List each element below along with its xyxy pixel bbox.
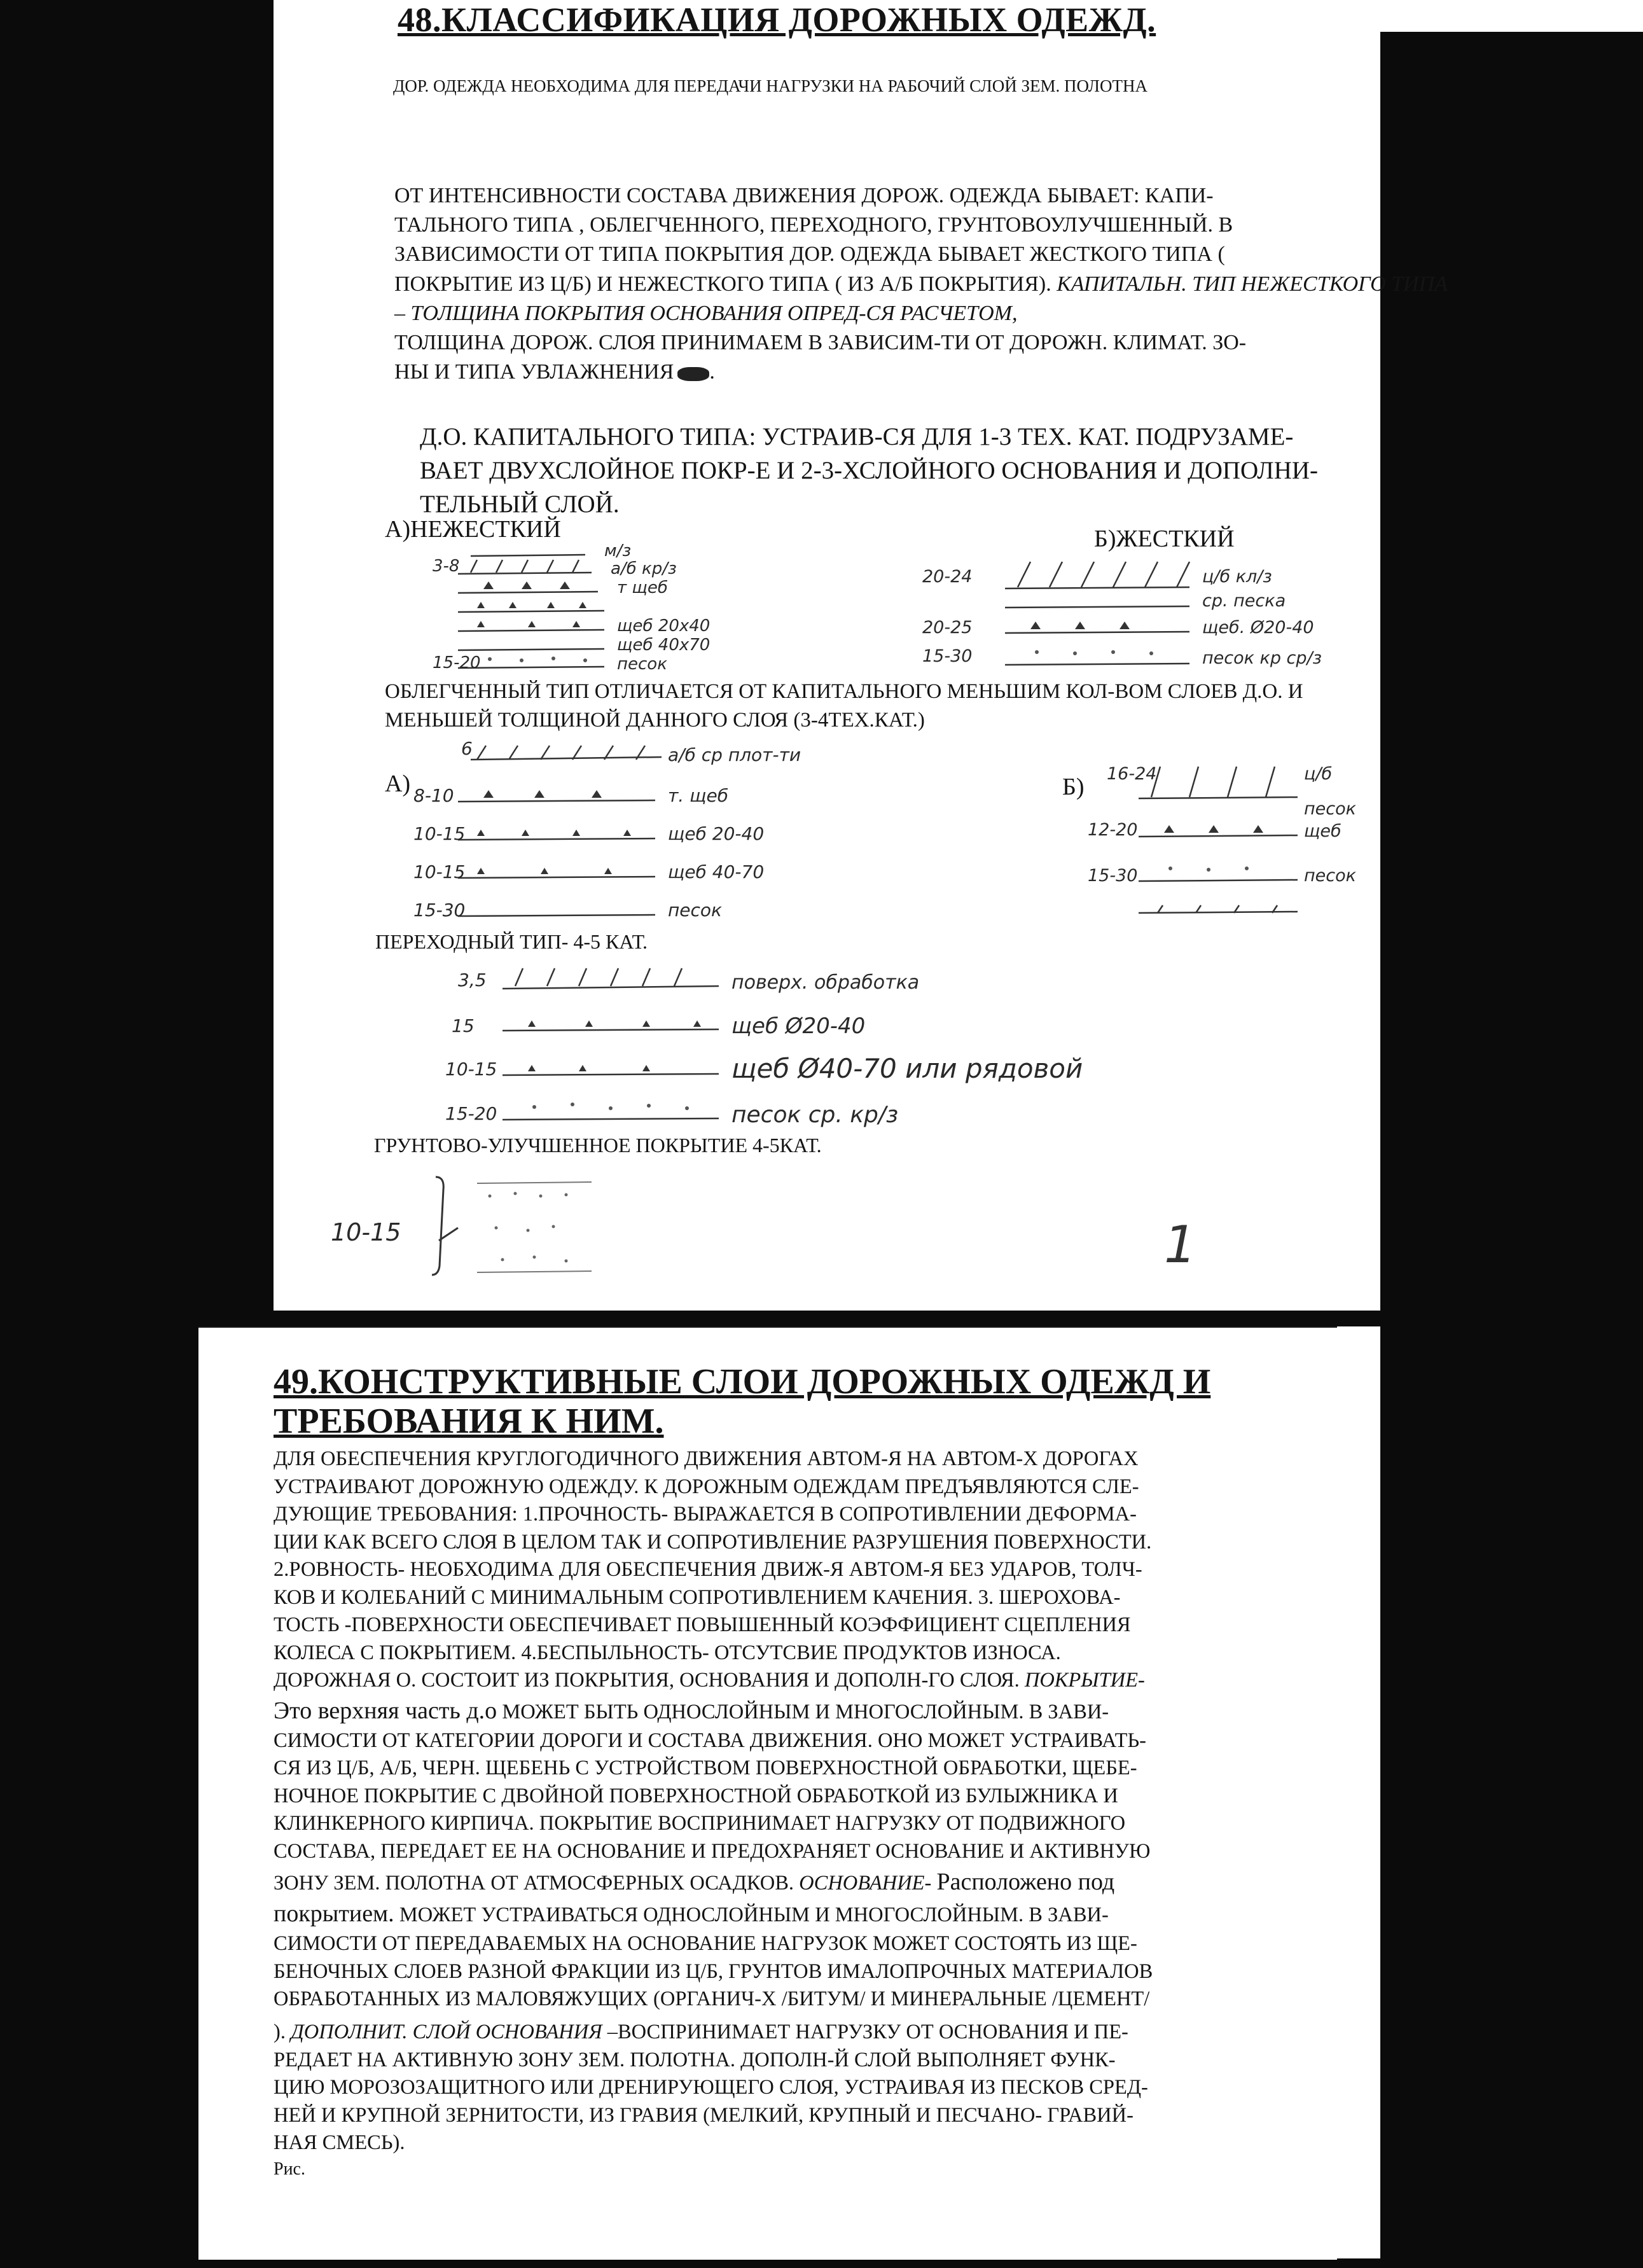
diagram-capital-flexible <box>433 541 827 674</box>
hw-label: щеб 40-70 <box>668 861 765 882</box>
hw-label: 10-15 <box>413 823 466 844</box>
scan-border-bottom <box>0 2258 1643 2268</box>
text-line: МОЖЕТ УСТРАИВАТЬСЯ ОДНОСЛОЙНЫМ И МНОГОСЛОЙНЫМ. В ЗАВИ- <box>399 1903 1109 1927</box>
section-48-title: 48.КЛАССИФИКАЦИЯ ДОРОЖНЫХ ОДЕЖД. <box>398 1 1156 39</box>
text-line: СОСТАВА, ПЕРЕДАЕТ ЕЕ НА ОСНОВАНИЕ И ПРЕДОХРАНЯЕТ ОСНОВАНИЕ И АКТИВНУЮ <box>274 1840 1151 1863</box>
hw-label: 12-20 <box>1088 820 1138 840</box>
label-rigid: Б)ЖЕСТКИЙ <box>1094 525 1235 552</box>
text-line: ВАЕТ ДВУХСЛОЙНОЕ ПОКР-Е И 2-3-ХСЛОЙНОГО ОСНОВАНИЯ И ДОПОЛНИ- <box>420 457 1319 485</box>
section-49-title: 49.КОНСТРУКТИВНЫЕ СЛОИ ДОРОЖНЫХ ОДЕЖД И ТРЕБОВАНИЯ К НИМ. <box>274 1362 1211 1441</box>
text-line: КОЛЕСА С ПОКРЫТИЕМ. 4.БЕСПЫЛЬНОСТЬ- ОТСУТСВИЕ ПРОДУКТОВ ИЗНОСА. <box>274 1641 1061 1664</box>
page-number: 1 <box>1164 1215 1196 1274</box>
italic-term: КАПИТАЛЬН. ТИП НЕЖЕСТКОГО ТИПА <box>1057 272 1448 296</box>
hw-label: щеб <box>1304 821 1341 841</box>
large-text: покрытием. <box>274 1900 394 1928</box>
hw-label: песок <box>617 655 667 674</box>
hw-label: песок <box>668 900 722 921</box>
hw-label: т. щеб <box>668 785 728 806</box>
text-line: Д.О. КАПИТАЛЬНОГО ТИПА: УСТРАИВ-СЯ ДЛЯ 1-3 ТЕХ. КАТ. ПОДРУЗАМЕ- <box>420 423 1294 450</box>
scan-border-right <box>1380 32 1643 2268</box>
hw-label: песок <box>1304 799 1356 819</box>
text-line: НЫ И ТИПА УВЛАЖНЕНИЯ <box>394 360 674 384</box>
hw-label: ср. песка <box>1202 591 1286 611</box>
hw-label: 15-30 <box>413 900 466 921</box>
text-line: УСТРАИВАЮТ ДОРОЖНУЮ ОДЕЖДУ. К ДОРОЖНЫМ ОДЕЖДАМ ПРЕДЪЯВЛЯЮТСЯ СЛЕ- <box>274 1475 1139 1498</box>
diagram-ground-improved <box>312 1171 642 1279</box>
text-line: ЦИИ КАК ВСЕГО СЛОЯ В ЦЕЛОМ ТАК И СОПРОТИВЛЕНИЕ РАЗРУШЕНИЯ ПОВЕРХНОСТИ. <box>274 1530 1152 1554</box>
italic-term: ОСНОВАНИЕ- <box>799 1871 932 1895</box>
text-line: ТАЛЬНОГО ТИПА , ОБЛЕГЧЕННОГО, ПЕРЕХОДНОГО, ГРУНТОВОУЛУЧШЕННЫЙ. В <box>394 213 1233 237</box>
sheet-section-48 <box>274 0 1448 1311</box>
text-line: ТЕЛЬНЫЙ СЛОЙ. <box>420 490 620 518</box>
text-line: ОБРАБОТАННЫХ ИЗ МАЛОВЯЖУЩИХ (ОРГАНИЧ-Х /БИТУМ/ И МИНЕРАЛЬНЫЕ /ЦЕМЕНТ/ <box>274 1987 1150 2011</box>
hw-label: песок <box>1304 866 1356 886</box>
diagram-light-b <box>1088 754 1368 926</box>
text-line: ПОКРЫТИЕ ИЗ Ц/Б) И НЕЖЕСТКОГО ТИПА ( ИЗ А/Б ПОКРЫТИЯ). <box>394 272 1051 296</box>
text-line: – ТОЛЩИНА ПОКРЫТИЯ ОСНОВАНИЯ ОПРЕД-СЯ РАСЧЕТОМ, <box>394 301 1018 325</box>
label-ground-improved: ГРУНТОВО-УЛУЧШЕННОЕ ПОКРЫТИЕ 4-5КАТ. <box>374 1134 822 1157</box>
scan-border-gap <box>274 1311 1380 1326</box>
text-line: ). <box>274 2021 286 2044</box>
hw-label: щеб 20х40 <box>617 616 711 636</box>
hw-label: песок ср. кр/з <box>731 1102 899 1128</box>
section-48-paragraph-types: ОТ ИНТЕНСИВНОСТИ СОСТАВА ДВИЖЕНИЯ ДОРОЖ. ОДЕЖДА БЫВАЕТ: КАПИ- ТАЛЬНОГО ТИПА , ОБЛЕГЧЕННОГО, ПЕРЕХОДНОГО, ГРУНТОВОУЛУЧШЕННЫЙ. В ЗАВИСИМОСТИ ОТ ТИПА ПОКРЫТИЯ ДОР. ОДЕЖДА БЫВАЕТ ЖЕСТКОГО ТИПА ( ПОКРЫТИЕ ИЗ Ц/Б) И НЕЖЕСТКОГО ТИПА ( ИЗ А/Б ПОКРЫТИЯ). КАПИТАЛЬН. ТИП НЕЖЕСТКОГО ТИПА – ТОЛЩИНА ПОКРЫТИЯ ОСНОВАНИЯ ОПРЕД-СЯ РАСЧЕТОМ, ТОЛЩИНА ДОРОЖ. СЛОЯ ПРИНИМАЕМ В ЗАВИСИМ-ТИ ОТ ДОРОЖН. КЛИМАТ. ЗО- НЫ И ТИПА УВЛАЖНЕНИЯ . <box>394 181 1310 387</box>
hw-label: а/б кр/з <box>611 559 677 578</box>
text-line: НЕЙ И КРУПНОЙ ЗЕРНИТОСТИ, ИЗ ГРАВИЯ (МЕЛКИЙ, КРУПНЫЙ И ПЕСЧАНО- ГРАВИЙ- <box>274 2103 1133 2127</box>
figure-label: Рис. <box>274 2159 305 2179</box>
text-line: ЗОНУ ЗЕМ. ПОЛОТНА ОТ АТМОСФЕРНЫХ ОСАДКОВ. <box>274 1871 794 1895</box>
text-line: КОВ И КОЛЕБАНИЙ С МИНИМАЛЬНЫМ СОПРОТИВЛЕНИЕМ КАЧЕНИЯ. 3. ШЕРОХОВА- <box>274 1585 1121 1609</box>
hw-label: 10-15 <box>413 861 466 882</box>
scan-border-top-left <box>0 0 274 1326</box>
text-line: НОЧНОЕ ПОКРЫТИЕ С ДВОЙНОЙ ПОВЕРХНОСТНОЙ ОБРАБОТКОЙ ИЗ БУЛЫЖНИКА И <box>274 1784 1118 1807</box>
text-line: ДЛЯ ОБЕСПЕЧЕНИЯ КРУГЛОГОДИЧНОГО ДВИЖЕНИЯ АВТОМ-Я НА АВТОМ-Х ДОРОГАХ <box>274 1447 1139 1470</box>
hw-label: 15 <box>452 1015 475 1036</box>
hw-label: а/б ср плот-ти <box>668 744 801 765</box>
label-light-a: А) <box>385 770 411 797</box>
hw-label: 20-24 <box>922 567 973 587</box>
section-48-intro: ДОР. ОДЕЖДА НЕОБХОДИМА ДЛЯ ПЕРЕДАЧИ НАГРУЗКИ НА РАБОЧИЙ СЛОЙ ЗЕМ. ПОЛОТНА <box>393 76 1147 95</box>
text-line: ДУЮЩИЕ ТРЕБОВАНИЯ: 1.ПРОЧНОСТЬ- ВЫРАЖАЕТСЯ В СОПРОТИВЛЕНИИ ДЕФОРМА- <box>274 1503 1137 1526</box>
hw-label: 3,5 <box>458 970 487 991</box>
text-line: ОТ ИНТЕНСИВНОСТИ СОСТАВА ДВИЖЕНИЯ ДОРОЖ. ОДЕЖДА БЫВАЕТ: КАПИ- <box>394 184 1214 207</box>
text-line: БЕНОЧНЫХ СЛОЕВ РАЗНОЙ ФРАКЦИИ ИЗ Ц/Б, ГРУНТОВ ИМАЛОПРОЧНЫХ МАТЕРИАЛОВ <box>274 1959 1153 1983</box>
hw-label: м/з <box>604 541 632 560</box>
section-48-paragraph-light <box>385 678 1352 735</box>
hw-label: т щеб <box>617 578 668 597</box>
text-line: РЕДАЕТ НА АКТИВНУЮ ЗОНУ ЗЕМ. ПОЛОТНА. ДОПОЛН-Й СЛОЙ ВЫПОЛНЯЕТ ФУНК- <box>274 2048 1116 2071</box>
hw-label: 10-15 <box>331 1218 401 1246</box>
large-text: Это верхняя часть д.о <box>274 1697 497 1724</box>
text-line: СИМОСТИ ОТ КАТЕГОРИИ ДОРОГИ И СОСТАВА ДВИЖЕНИЯ. ОНО МОЖЕТ УСТРАИВАТЬ- <box>274 1729 1146 1752</box>
hw-label: ц/б кл/з <box>1202 567 1272 587</box>
hw-label: 20-25 <box>922 618 973 637</box>
scan-border-left-bottom <box>0 1326 198 2268</box>
hw-label: 6 <box>461 738 473 759</box>
hw-label: щеб Ø20-40 <box>731 1013 866 1039</box>
hw-label: щеб 40х70 <box>617 636 711 655</box>
large-text: Расположено под <box>936 1868 1115 1895</box>
text-line: ОБЛЕГЧЕННЫЙ ТИП ОТЛИЧАЕТСЯ ОТ КАПИТАЛЬНОГО МЕНЬШИМ КОЛ-ВОМ СЛОЕВ Д.О. И <box>385 680 1303 703</box>
diagram-transitional <box>439 961 1266 1145</box>
text-line: НАЯ СМЕСЬ). <box>274 2131 405 2155</box>
hw-label: щеб Ø40-70 или рядовой <box>731 1053 1083 1084</box>
sheet-section-49 <box>198 1326 1337 2260</box>
ink-blot-icon <box>677 367 709 381</box>
hw-label: ц/б <box>1304 764 1333 784</box>
text-line: –ВОСПРИНИМАЕТ НАГРУЗКУ ОТ ОСНОВАНИЯ И ПЕ- <box>607 2021 1128 2044</box>
text-line: СИМОСТИ ОТ ПЕРЕДАВАЕМЫХ НА ОСНОВАНИЕ НАГРУЗОК МОЖЕТ СОСТОЯТЬ ИЗ ЩЕ- <box>274 1932 1137 1956</box>
diagram-capital-rigid <box>922 557 1368 678</box>
hw-label: щеб 20-40 <box>668 823 765 844</box>
section-49-body <box>274 1445 1329 2181</box>
text-line: ЗАВИСИМОСТИ ОТ ТИПА ПОКРЫТИЯ ДОР. ОДЕЖДА БЫВАЕТ ЖЕСТКОГО ТИПА ( <box>394 242 1225 267</box>
text-line: СЯ ИЗ Ц/Б, А/Б, ЧЕРН. ЩЕБЕНЬ С УСТРОЙСТВОМ ПОВЕРХНОСТНОЙ ОБРАБОТКИ, ЩЕБЕ- <box>274 1757 1137 1780</box>
hw-label: 3-8 <box>433 557 460 576</box>
text-line: ЦИЮ МОРОЗОЗАЩИТНОГО ИЛИ ДРЕНИРУЮЩЕГО СЛОЯ, УСТРАИВАЯ ИЗ ПЕСКОВ СРЕД- <box>274 2076 1148 2099</box>
label-light-b: Б) <box>1062 774 1085 800</box>
text-line: ТОЛЩИНА ДОРОЖ. СЛОЯ ПРИНИМАЕМ В ЗАВИСИМ-ТИ ОТ ДОРОЖН. КЛИМАТ. ЗО- <box>394 331 1247 355</box>
text-line: ДОРОЖНАЯ О. СОСТОИТ ИЗ ПОКРЫТИЯ, ОСНОВАНИЯ И ДОПОЛН-ГО СЛОЯ. <box>274 1669 1020 1692</box>
hw-label: 15-20 <box>445 1103 497 1124</box>
hw-label: 10-15 <box>445 1059 497 1080</box>
text-line: 2.РОВНОСТЬ- НЕОБХОДИМА ДЛЯ ОБЕСПЕЧЕНИЯ ДВИЖ-Я АВТОМ-Я БЕЗ УДАРОВ, ТОЛЧ- <box>274 1558 1142 1582</box>
diagram-light-a <box>413 738 897 935</box>
hw-label: 8-10 <box>413 785 454 806</box>
text-line: ТОСТЬ -ПОВЕРХНОСТИ ОБЕСПЕЧИВАЕТ ПОВЫШЕННЫЙ КОЭФФИЦИЕНТ СЦЕПЛЕНИЯ <box>274 1613 1131 1637</box>
text-line: МЕНЬШЕЙ ТОЛЩИНОЙ ДАННОГО СЛОЯ (3-4ТЕХ.КАТ.) <box>385 708 925 732</box>
hw-label: 15-30 <box>922 646 973 666</box>
hw-label: поверх. обработка <box>731 971 920 994</box>
hw-label: 16-24 <box>1107 764 1157 784</box>
italic-term: ПОКРЫТИЕ- <box>1024 1669 1145 1692</box>
label-transitional: ПЕРЕХОДНЫЙ ТИП- 4-5 КАТ. <box>375 930 648 953</box>
hw-label: щеб. Ø20-40 <box>1202 618 1314 637</box>
hw-label: песок кр ср/з <box>1202 648 1322 668</box>
label-flexible: А)НЕЖЕСТКИЙ <box>385 516 561 543</box>
italic-term: ДОПОЛНИТ. СЛОЙ ОСНОВАНИЯ <box>291 2021 602 2044</box>
text-line: МОЖЕТ БЫТЬ ОДНОСЛОЙНЫМ И МНОГОСЛОЙНЫМ. В ЗАВИ- <box>502 1700 1109 1723</box>
hw-label: 15-20 <box>433 653 481 672</box>
text-line: КЛИНКЕРНОГО КИРПИЧА. ПОКРЫТИЕ ВОСПРИНИМАЕТ НАГРУЗКУ ОТ ПОДВИЖНОГО <box>274 1812 1126 1835</box>
section-48-paragraph-capital <box>420 420 1342 521</box>
hw-label: 15-30 <box>1088 866 1138 886</box>
